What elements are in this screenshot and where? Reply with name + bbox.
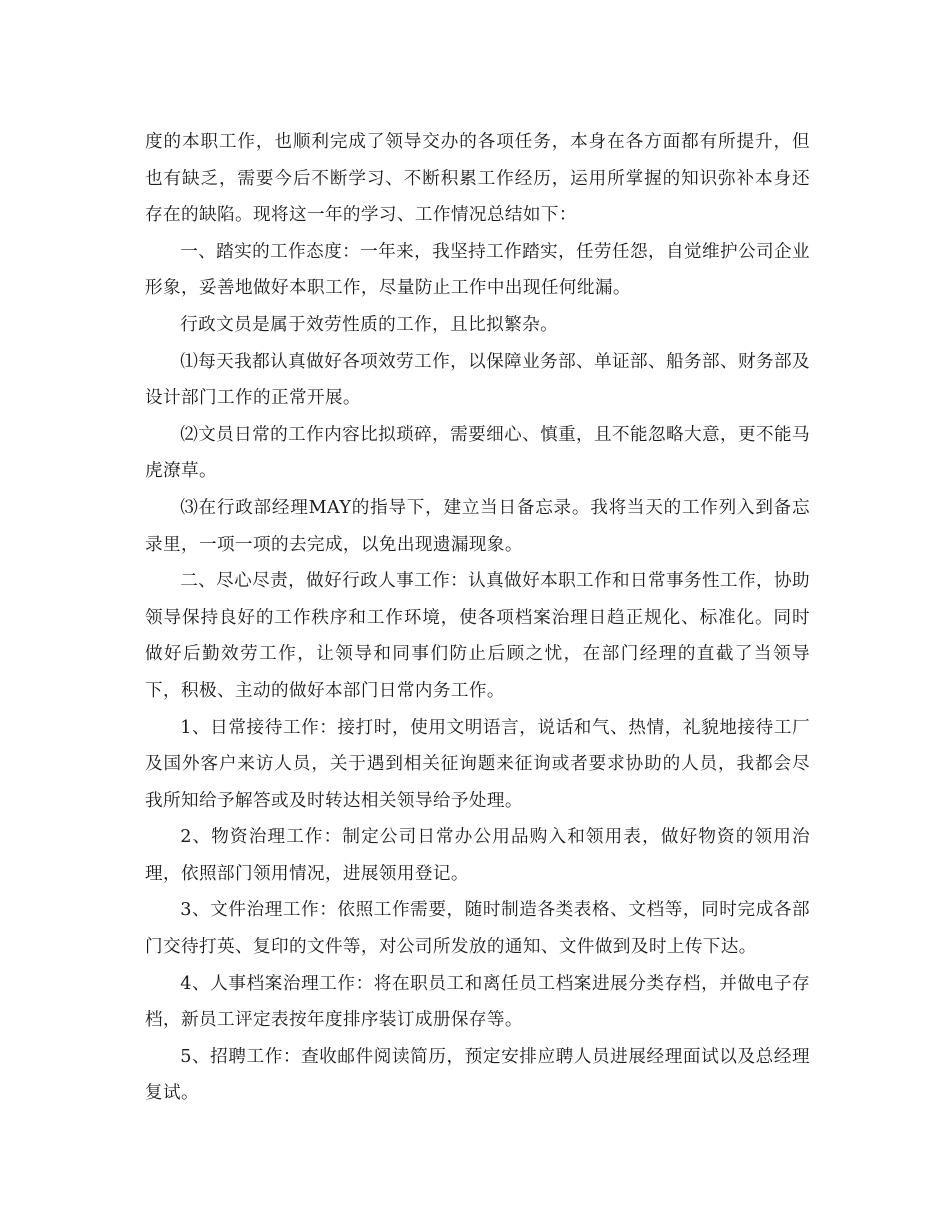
paragraph-4: ⑴每天我都认真做好各项效劳工作，以保障业务部、单证部、船务部、财务部及设计部门工作的正常开展。 <box>145 351 810 409</box>
paragraph-9: 2、物资治理工作：制定公司日常办公用品购入和领用表，做好物资的领用治理，依照部门领用情况，进展领用登记。 <box>145 827 810 884</box>
paragraph-5: ⑵文员日常的工作内容比拟琐碎，需要细心、慎重，且不能忽略大意，更不能马虎潦草。 <box>145 424 810 482</box>
paragraph-12: 5、招聘工作：查收邮件阅读简历，预定安排应聘人员进展经理面试以及总经理复试。 <box>145 1046 810 1104</box>
paragraph-8: 1、日常接待工作：接打时，使用文明语言，说话和气、热情，礼貌地接待工厂及国外客户来访人员，关于遇到相关征询题来征询或者要求协助的人员，我都会尽我所知给予解答或及时转达相关领导给予处理。 <box>145 717 810 811</box>
paragraph-1: 度的本职工作，也顺利完成了领导交办的各项任务，本身在各方面都有所提升，但也有缺乏，需要今后不断学习、不断积累工作经历，运用所掌握的知识弥补本身还存在的缺陷。现将这一年的学习、工作情况总结如下： <box>145 132 810 226</box>
paragraph-2: 一、踏实的工作态度：一年来，我坚持工作踏实，任劳任怨，自觉维护公司企业形象，妥善地做好本职工作，尽量防止工作中出现任何纰漏。 <box>145 241 810 299</box>
document-body <box>145 124 810 1112</box>
paragraph-6: ⑶在行政部经理MAY的指导下，建立当日备忘录。我将当天的工作列入到备忘录里，一项一项的去完成，以免出现遗漏现象。 <box>145 497 810 555</box>
paragraph-3: 行政文员是属于效劳性质的工作，且比拟繁杂。 <box>180 314 559 335</box>
paragraph-10: 3、文件治理工作：依照工作需要，随时制造各类表格、文档等，同时完成各部门交待打英、复印的文件等，对公司所发放的通知、文件做到及时上传下达。 <box>145 900 810 958</box>
paragraph-7: 二、尽心尽责，做好行政人事工作：认真做好本职工作和日常事务性工作，协助领导保持良好的工作秩序和工作环境，使各项档案治理日趋正规化、标准化。同时做好后勤效劳工作，让领导和同事们防止后顾之忧，在部门经理的直截了当领导下，积极、主动的做好本部门日常内务工作。 <box>145 571 810 701</box>
paragraph-11: 4、人事档案治理工作：将在职员工和离任员工档案进展分类存档，并做电子存档，新员工评定表按年度排序装订成册保存等。 <box>145 973 810 1031</box>
